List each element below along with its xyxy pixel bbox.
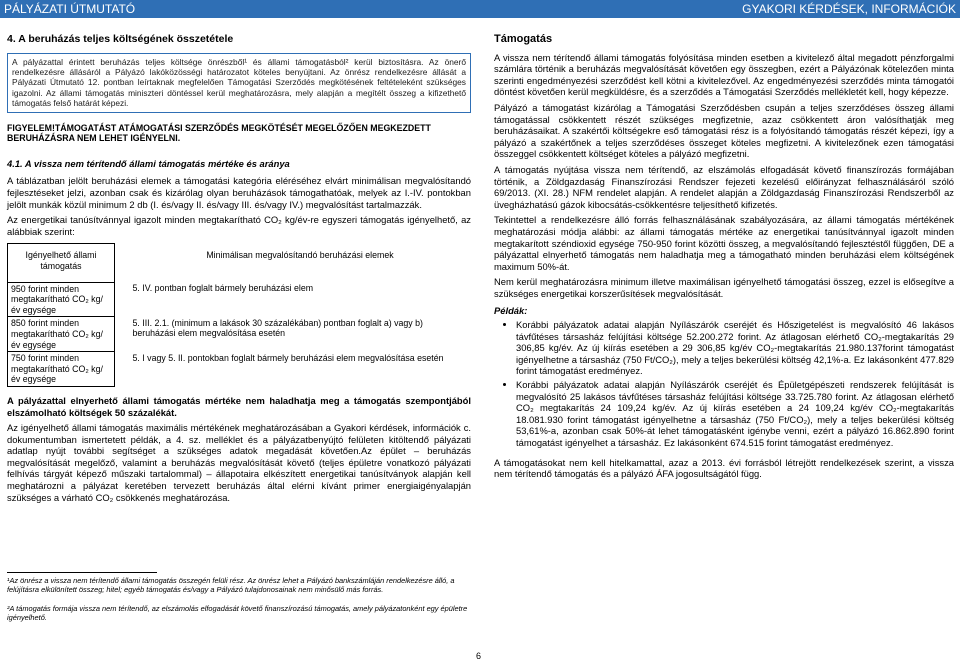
examples-list — [494, 319, 954, 449]
header-right-title: GYAKORI KÉRDÉSEK, INFORMÁCIÓK — [742, 2, 956, 16]
right-paragraph-5: Nem kerül meghatározásra minimum illetve maximálisan igényelhető támogatási összeg, ezzel is elősegítve a szükséges energetikai korszerűsítések megvalósítását. — [494, 276, 954, 299]
table-row — [8, 317, 471, 352]
table-header-row — [8, 244, 471, 282]
paragraph-2: Az energetikai tanúsítvánnyal igazolt minden megtakarítható CO₂ kg/év-re egyszeri támogatás igényelhető, az alábbiak szerint: — [7, 214, 471, 237]
list-item: • Korábbi pályázatok adatai alapján Nyílászárók cseréjét és Hőszigetelést is megvalósító 46 lakásos távfűtéses társasház felújítási költsége 52.200.272 forint. Az átlagosan elérhető CO₂-megtakarítás 29 306,85 kg/év. Az új kiírás esetében a 29 306,85 kg/év CO₂-megtakarítás 21.980.137forint támogatást igényelhetne a társasház (750 Ft/CO₂), mely a teljes bekerülési költség 42,1%-a. Ez lakásonként 477.829 forint támogatást eredményez. — [516, 319, 954, 377]
examples-heading: Példák: — [494, 305, 528, 317]
warning-text: FIGYELEM!TÁMOGATÁST ATÁMOGATÁSI SZERZŐDÉS MEGKÖTÉSÉT MEGELŐZŐEN MEGKEZDETT BERUHÁZÁSRA NEM LEHET IGÉNYELNI. — [7, 122, 431, 144]
table-header-cell: Igényelhető állami támogatás — [8, 244, 115, 282]
table-cell: 5. III. 2.1. (minimum a lakások 30 százalékában) pontban foglalt a) vagy b) beruházási elem megvalósítása esetén — [132, 317, 423, 339]
support-table — [7, 243, 471, 387]
table-cell: 5. I vagy 5. II. pontokban foglalt bármely beruházási elem megvalósítása esetén — [132, 352, 444, 363]
footnote-divider — [7, 572, 157, 573]
info-box — [7, 53, 471, 113]
header-bar — [0, 0, 960, 18]
paragraph-3: A pályázattal elnyerhető állami támogatás mértéke nem haladhatja meg a támogatás szempontjából elszámolható költségek 50 százalékát. — [7, 394, 471, 418]
table-row — [8, 352, 471, 387]
info-box-text: A pályázattal érintett beruházás teljes költsége önrészből¹ és állami támogatásból² kerül biztosításra. Az önerő rendelkezésre állásáról a Pályázó lakóközösségi határozatot köteles benyújtani. Az önrész rendelkezésre állását a Pályázati Útmutató 12. pontban leírtaknak megfelelően Támogatási Szerződés megkötésének feltételeként szükséges igazolni. Az állami támogatás miniszteri döntéssel kerül meghatározásra, mely alapján a megítélt összeg a kifizethető támogatás felső határát képezi. — [12, 56, 466, 109]
table-header-cell: Minimálisan megvalósítandó beruházási elemek — [206, 249, 394, 260]
left-column — [7, 34, 471, 507]
subsection-heading: 4.1. A vissza nem térítendő állami támogatás mértéke és aránya — [7, 157, 290, 169]
table-cell: 850 forint minden megtakarítható CO₂ kg/év egysége — [8, 317, 115, 352]
section-heading: 4. A beruházás teljes költségének összetétele — [7, 33, 234, 45]
right-paragraph-3: A támogatás nyújtása vissza nem térítendő, az elszámolás elfogadását követő finanszírozás formájában történik, a Zöldgazdaság Finanszírozási Rendszer fejezeti kezelésű előirányzat felhasználásáról szóló 69/2013. (XI. 28.) NFM rendelet alapján. A rendelet alapján a Zöldgazdaság Finanszírozási Rendszerből az üvegházhatású gázok kibocsátás-csökkentésre teljesíthető kifizetés. — [494, 163, 954, 210]
paragraph-1: A táblázatban jelölt beruházási elemek a támogatási kategória eléréséhez elvárt minimálisan megvalósítandó fejlesztéseket jelzi, azonban csak és kizárólag olyan beruházások támogathatóak, melyek az I.-IV. pontokban jelölt munkák közül minimum 2 db (I. és/vagy II. és/vagy III. és/vagy IV.) megvalósítást tartalmazzák. — [7, 175, 471, 210]
right-paragraph-2: Pályázó a támogatást kizárólag a Támogatási Szerződésben csupán a teljes szerződéses összeg állami támogatással csökkentett részét szükséges megfizetnie, azaz csökkentett áron valósíthatják meg beruházásaikat. A szakértői költségekre eső támogatási rész is a folyósítandó támogatás részét képezi, így a pályázó a szakértőnek a teljes szerződéses összeget köteles megfizetni. A kivitelezőnek ezen támogatási összeggel csökkentett költséget köteles a pályázó megfizetni. — [494, 101, 954, 160]
table-cell: 5. IV. pontban foglalt bármely beruházási elem — [132, 283, 314, 294]
right-column — [494, 34, 954, 484]
table-cell: 950 forint minden megtakarítható CO₂ kg/év egysége — [8, 282, 115, 317]
footnote-1: ¹Az önrész a vissza nem térítendő állami támogatás összegén felüli rész. Az önrész lehet a Pályázó bankszámláján rendelkezésre álló, a felújításra elkülönített összeg; hitel; egyéb támogatás és/vagy a Pályázó tulajdonosainak nem minősülő más forrás. — [7, 576, 455, 594]
footnote-2: ²A támogatás formája vissza nem térítendő, az elszámolás elfogadását követő finanszírozású támogatás, amely pályázatonként egy épületre igényelhető. — [7, 604, 468, 622]
right-paragraph-4: Tekintettel a rendelkezésre álló forrás felhasználásának szabályozására, az állami támogatás mértékének meghatározási módja alábbi: az állami támogatás mértéke az energetikai tanúsítvánnyal igazolt minden megtakarított széndioxid egysége 750-950 forint közötti összeg, a megvalósítandó fejlesztéstől függően, DE a pályázattal elnyerhető támogatás nem haladhatja meg a támogatható minden beruházási elem költségének maximum 50%-át. — [494, 214, 954, 272]
right-paragraph-6: A támogatásokat nem kell hitelkamattal, azaz a 2013. évi forrásból létrejött rendelkezések szerint, a vissza nem térítendő támogatás és a pályázó ÁFA jogosultságától függ. — [494, 456, 954, 480]
header-left-title: PÁLYÁZATI ÚTMUTATÓ — [4, 2, 136, 16]
right-title: Támogatás — [494, 33, 553, 45]
paragraph-4: Az igényelhető állami támogatás maximális mértékének meghatározásában a Gyakori kérdések, információk c. dokumentumban ismertetett példák, a 4. sz. melléklet és a pályázatbenyújtó felületen kitöltendő pályázati adatlap nyújt további segítséget a szükséges adatok megadását követően.Az épület – beruházás megvalósítását megelőző, valamint a beruházás megvalósítását követő (teljes épületre vonatkozó pályázati felhívás tárgyát képező műszaki tartalommal) – állapotaira elkészített energetikai tanúsítványok alapján kell meghatározni a pályázat keretében tervezett beruházás által elérni kívánt primer energiaigényalapján szükséges a várható CO₂ csökkenés meghatározása. — [7, 422, 471, 503]
table-row — [8, 282, 471, 317]
page-number: 6 — [476, 651, 482, 661]
list-item: • Korábbi pályázatok adatai alapján Nyílászárók cseréjét és Épületgépészeti rendszerek felújítását is megvalósító 25 lakásos távfűtéses társasház felújítási költsége 33.725.780 forint. Az átlagosan elérhető CO₂ megtakarítás 24 109,24 kg/év. Az új kiírás esetében a 24 109,24 kg/év CO₂-megtakarítás 18.081.930 forint támogatást igényelhetne a társasház (750 Ft/CO₂), mely a teljes bekerülési költség 53,61%-a, azonban csak 50%-át lehet támogatásként igénybe venni, ezért a pályázó 16.862.890 forint támogatást igényelhet a társasház. Ez lakásonként 674.515 forint támogatást eredményez. — [516, 379, 954, 449]
table-cell: 750 forint minden megtakarítható CO₂ kg/év egysége — [8, 352, 115, 387]
right-paragraph-1: A vissza nem térítendő állami támogatás folyósítása minden esetben a kivitelező által megadott pénzforgalmi számlára történik a beruházás megvalósítását követően egy összegben, ezért a Pályázónak kötelezően minta szerinti engedményezési szerződést kell kötni a kivitelezővel. Az engedményezési szerződés minta támogatói döntést követően kerül megküldésre, és a szerződés a Támogatási Szerződés mellékletét kell, hogy képezze. — [494, 51, 954, 98]
